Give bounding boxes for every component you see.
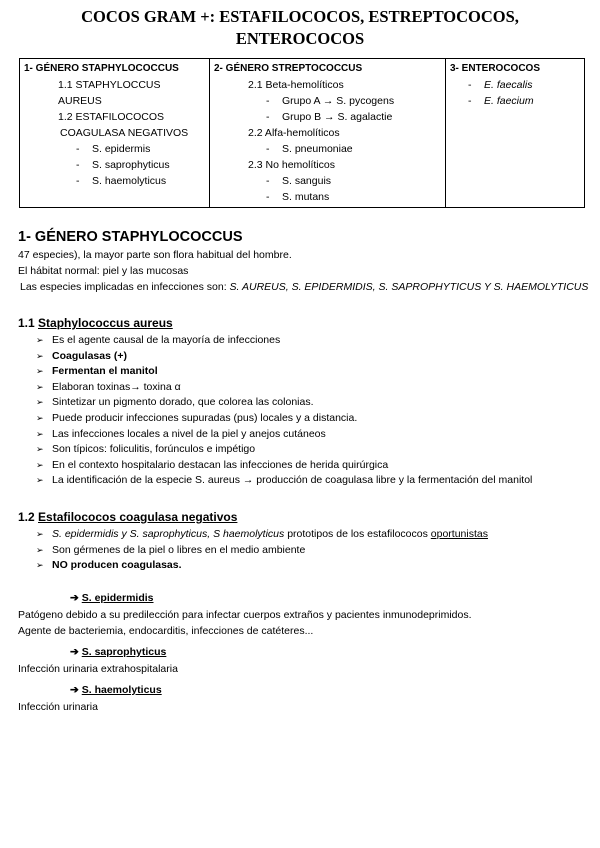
paragraph-line: Agente de bacteriemia, endocarditis, infecciones de catéteres... bbox=[18, 625, 314, 637]
strep-alfa-text: S. pneumoniae bbox=[282, 143, 353, 155]
bullet-text: Elaboran toxinas→ toxina α bbox=[52, 380, 181, 393]
bullet-item bbox=[36, 543, 488, 559]
bullet-arrow-icon: ➢ bbox=[36, 459, 44, 470]
strep-item-alfa: 2.2 Alfa-hemolíticos bbox=[248, 127, 340, 139]
bullet-item bbox=[36, 442, 532, 458]
bullet-item bbox=[36, 411, 532, 427]
bullet-item bbox=[36, 473, 532, 489]
dash-marker: - bbox=[76, 143, 80, 155]
page-title bbox=[0, 6, 600, 50]
bullet-underlined-text: oportunistas bbox=[430, 528, 488, 540]
bullet-item bbox=[36, 558, 488, 574]
dash-marker: - bbox=[76, 159, 80, 171]
bullet-arrow-icon: ➢ bbox=[36, 428, 44, 439]
staph-species-text: S. haemolyticus bbox=[92, 175, 167, 187]
summary-table-row bbox=[20, 59, 585, 208]
staph-item-coagulasa-b: COAGULASA NEGATIVOS bbox=[60, 127, 189, 139]
section-line: El hábitat normal: piel y las mucosas bbox=[18, 265, 189, 277]
section-line: 47 especies), la mayor parte son flora habitual del hombre. bbox=[18, 249, 292, 261]
subhead-haemolyticus bbox=[70, 684, 162, 696]
paragraph-line: Patógeno debido a su predilección para infectar cuerpos extraños y pacientes inmunodeprimidos. bbox=[18, 609, 472, 621]
bullet-text: Coagulasas (+) bbox=[52, 349, 127, 362]
bullet-arrow-icon: ➢ bbox=[36, 560, 44, 571]
epidermidis-text bbox=[18, 607, 472, 639]
bullet-arrow-icon: ➢ bbox=[36, 544, 44, 555]
strep-nohemo-item bbox=[214, 189, 441, 205]
strep-nohemo-text: S. mutans bbox=[282, 191, 330, 203]
bullet-item bbox=[36, 458, 532, 474]
entero-species-text: E. faecium bbox=[484, 95, 534, 107]
subhead-title: S. saprophyticus bbox=[81, 646, 167, 658]
strep-alfa-item bbox=[214, 141, 441, 157]
species-intro: Las especies implicadas en infecciones son: bbox=[20, 281, 230, 293]
paragraph-line: Infección urinaria bbox=[18, 701, 98, 713]
strep-group-item bbox=[214, 109, 441, 125]
paragraph-line: Infección urinaria extrahospitalaria bbox=[18, 663, 178, 675]
arrow-right-icon: ➔ bbox=[70, 646, 79, 658]
staph-species-item bbox=[24, 173, 205, 189]
coag-neg-bullet-list bbox=[36, 527, 488, 574]
subsection-number: 1.2 bbox=[18, 510, 39, 524]
staph-item-aureus: 1.1 STAPHYLOCCUS AUREUS bbox=[58, 79, 161, 107]
strep-nohemo-item bbox=[214, 173, 441, 189]
bullet-text: La identificación de la especie S. aureus → producción de coagulasa libre y la fermentación del manitol bbox=[52, 474, 533, 487]
saprophyticus-text bbox=[18, 661, 178, 677]
summary-cell-streptococcus bbox=[210, 59, 446, 208]
bullet-arrow-icon: ➢ bbox=[36, 366, 44, 377]
subhead-saprophyticus bbox=[70, 646, 166, 658]
dash-marker: - bbox=[76, 175, 80, 187]
bullet-item bbox=[36, 395, 532, 411]
arrow-right-icon: ➔ bbox=[70, 684, 79, 696]
bullet-arrow-icon: ➢ bbox=[36, 350, 44, 361]
bullet-arrow-icon: ➢ bbox=[36, 529, 44, 539]
entero-species-text: E. faecalis bbox=[484, 79, 533, 91]
bullet-item bbox=[36, 427, 532, 443]
bullet-item bbox=[36, 333, 532, 349]
strep-group-item bbox=[214, 93, 441, 109]
bullet-item bbox=[36, 364, 532, 380]
section-heading: 1- GÉNERO STAPHYLOCOCCUS bbox=[18, 229, 243, 245]
subsection-title: Estafilococos coagulasa negativos bbox=[38, 510, 238, 524]
bullet-italic-text: S. epidermidis y S. saprophyticus, S haemolyticus bbox=[52, 528, 285, 540]
staph-species-item bbox=[24, 157, 205, 173]
subsection-title: Staphylococcus aureus bbox=[38, 316, 173, 330]
page-title-line-1: COCOS GRAM +: ESTAFILOCOCOS, ESTREPTOCOCOS, bbox=[81, 7, 519, 26]
subhead-title: S. haemolyticus bbox=[81, 684, 162, 696]
bullet-arrow-icon: ➢ bbox=[36, 335, 44, 345]
bullet-arrow-icon: ➢ bbox=[36, 412, 44, 423]
streptococcus-column-head: 2- GÉNERO STREPTOCOCCUS bbox=[214, 63, 363, 74]
entero-species-item bbox=[450, 77, 580, 93]
bullet-text: Puede producir infecciones supuradas (pus) locales y a distancia. bbox=[52, 411, 358, 424]
bullet-text: Fermentan el manitol bbox=[52, 365, 158, 378]
bullet-text: prototipos de los estafilococos bbox=[284, 528, 431, 540]
bullet-item bbox=[36, 349, 532, 365]
strep-nohemo-text: S. sanguis bbox=[282, 175, 332, 187]
summary-table bbox=[19, 58, 585, 208]
strep-group-text: Grupo B → S. agalactie bbox=[282, 111, 393, 123]
bullet-item bbox=[36, 527, 488, 543]
arrow-right-icon: ➔ bbox=[70, 592, 79, 604]
entero-species-item bbox=[450, 93, 580, 109]
bullet-arrow-icon: ➢ bbox=[36, 397, 44, 408]
bullet-item bbox=[36, 380, 532, 396]
bullet-text: NO producen coagulasas. bbox=[52, 559, 182, 572]
species-list: S. AUREUS, S. EPIDERMIDIS, S. SAPROPHYTICUS Y S. HAEMOLYTICUS bbox=[229, 281, 589, 293]
section-staphylococcus bbox=[18, 229, 588, 295]
staph-species-item bbox=[24, 141, 205, 157]
dash-marker: - bbox=[468, 79, 472, 91]
subsection-heading-coag-neg bbox=[18, 510, 237, 524]
dash-marker: - bbox=[468, 95, 472, 107]
dash-marker: - bbox=[266, 191, 270, 203]
species-intro-line bbox=[18, 279, 588, 295]
staph-species-text: S. saprophyticus bbox=[92, 159, 170, 171]
summary-cell-enterococcus bbox=[446, 59, 585, 208]
summary-cell-staphylococcus bbox=[20, 59, 210, 208]
strep-group-text: Grupo A → S. pycogens bbox=[282, 95, 395, 107]
haemolyticus-text bbox=[18, 699, 98, 715]
page-title-line-2: ENTEROCOCOS bbox=[235, 29, 365, 48]
strep-item-beta: 2.1 Beta-hemolíticos bbox=[248, 79, 344, 91]
aureus-bullet-list bbox=[36, 333, 532, 489]
staph-species-text: S. epidermis bbox=[92, 143, 151, 155]
staph-item-coagulasa-a: 1.2 ESTAFILOCOCOS bbox=[58, 111, 164, 123]
bullet-text: Es el agente causal de la mayoría de infecciones bbox=[52, 334, 281, 346]
bullet-text: Son gérmenes de la piel o libres en el medio ambiente bbox=[52, 543, 306, 556]
staphylococcus-column-head: 1- GÉNERO STAPHYLOCOCCUS bbox=[24, 63, 179, 74]
dash-marker: - bbox=[266, 143, 270, 155]
bullet-text: Sintetizar un pigmento dorado, que colorea las colonias. bbox=[52, 396, 314, 409]
bullet-text: Son típicos: foliculitis, forúnculos e impétigo bbox=[52, 443, 256, 456]
subsection-number: 1.1 bbox=[18, 316, 39, 330]
subhead-epidermidis bbox=[70, 592, 154, 604]
bullet-text: Las infecciones locales a nivel de la piel y anejos cutáneos bbox=[52, 427, 326, 440]
bullet-arrow-icon: ➢ bbox=[36, 381, 44, 392]
dash-marker: - bbox=[266, 95, 270, 107]
bullet-text: En el contexto hospitalario destacan las infecciones de herida quirúrgica bbox=[52, 458, 389, 471]
dash-marker: - bbox=[266, 175, 270, 187]
strep-item-no-hemo: 2.3 No hemolíticos bbox=[248, 159, 335, 171]
enterococcus-column-head: 3- ENTEROCOCOS bbox=[450, 63, 541, 74]
subhead-title: S. epidermidis bbox=[81, 592, 154, 604]
subsection-heading-aureus bbox=[18, 316, 173, 330]
bullet-arrow-icon: ➢ bbox=[36, 475, 44, 486]
dash-marker: - bbox=[266, 111, 270, 123]
bullet-arrow-icon: ➢ bbox=[36, 444, 44, 455]
